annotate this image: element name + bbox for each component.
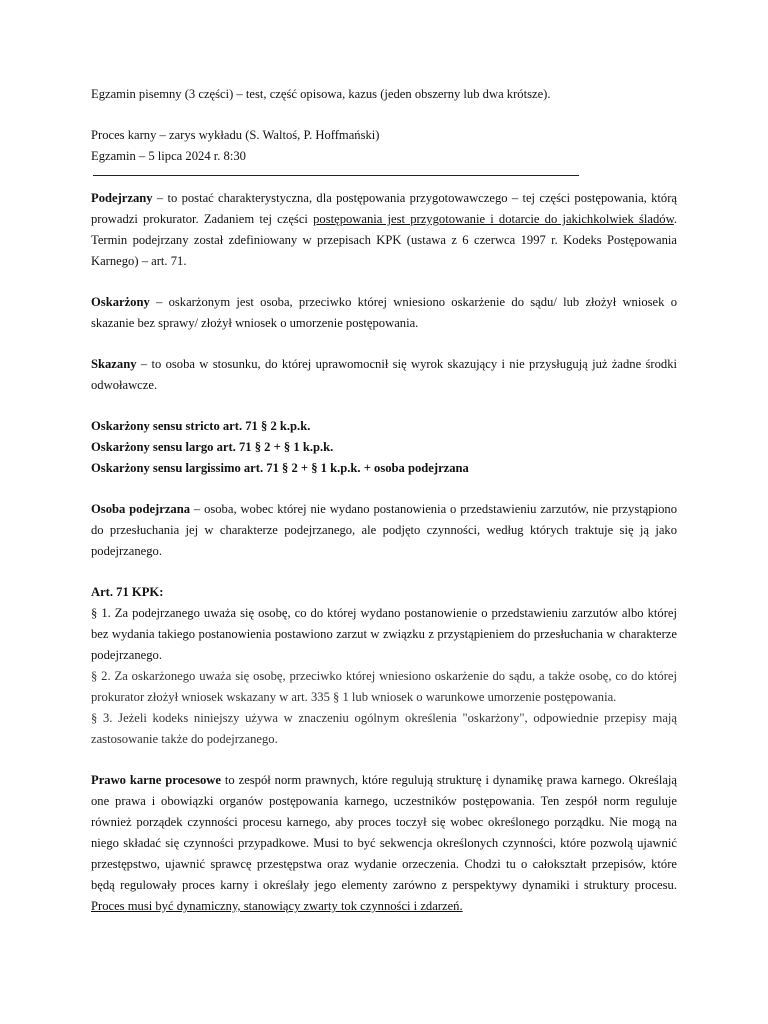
course-title: Proces karny – zarys wykładu (S. Waltoś, P. Hoffmański) bbox=[91, 128, 380, 142]
definition-podejrzany bbox=[91, 188, 677, 272]
term-prawo-karne: Prawo karne procesowe bbox=[91, 773, 221, 787]
art71-section bbox=[91, 582, 677, 750]
underlined-phrase: Proces musi być dynamiczny, stanowiący zwarty tok czynności i zdarzeń. bbox=[91, 899, 463, 913]
sensu-stricto: Oskarżony sensu stricto art. 71 § 2 k.p.k. bbox=[91, 419, 311, 433]
term-oskarzony: Oskarżony bbox=[91, 295, 150, 309]
exam-note: Egzamin pisemny (3 części) – test, część opisowa, kazus (jeden obszerny lub dwa krótsze). bbox=[91, 87, 551, 101]
term-osoba-podejrzana: Osoba podejrzana bbox=[91, 502, 191, 516]
definition-oskarzony bbox=[91, 292, 677, 334]
definition-text: – oskarżonym jest osoba, przeciwko której wniesiono oskarżenie do sądu/ lub złożył wniosek o skazanie bez sprawy/ złożył wniosek o umorzenie postępowania. bbox=[91, 295, 677, 330]
definition-prawo-karne bbox=[91, 770, 677, 917]
term-skazany: Skazany bbox=[91, 357, 137, 371]
definition-text: . Termin podejrzany został zdefiniowany w przepisach KPK (ustawa z 6 czerwca 1997 r. Kodeks Postępowania Karnego) – art. 71. bbox=[91, 212, 678, 268]
term-podejrzany: Podejrzany bbox=[91, 191, 153, 205]
sensu-largo: Oskarżony sensu largo art. 71 § 2 + § 1 k.p.k. bbox=[91, 440, 334, 454]
definition-text: – to postać charakterystyczna, dla postępowania przygotowawczego – tej części postępowania, którą prowadzi prokurator. Zadaniem tej części bbox=[91, 191, 677, 226]
underlined-phrase: postępowania jest przygotowanie i dotarcie do jakichkolwiek śladów bbox=[313, 212, 674, 226]
definition-skazany bbox=[91, 354, 677, 396]
art71-par2: § 2. Za oskarżonego uważa się osobę, przeciwko której wniesiono oskarżenie do sądu, a także osobę, co do której prokurator złożył wniosek wskazany w art. 335 § 1 lub wniosek o warunkowe umorzenie postępowania. bbox=[91, 669, 677, 704]
definition-text: – osoba, wobec której nie wydano postanowienia o przedstawieniu zarzutów, nie przystąpiono do przesłuchania jej w charakterze podejrzanego, ale podjęto czynności, według których traktuje się ją jako podejrzanego. bbox=[91, 502, 677, 558]
document-page bbox=[91, 84, 677, 917]
definition-text: to zespół norm prawnych, które regulują strukturę i dynamikę prawa karnego. Określają one prawa i obowiązki organów postępowania karnego, uczestników postępowania. Ten zespół norm reguluje również porządek czynności procesu karnego, aby proces toczył się wobec określonego porządku. Nie mogą na niego składać się czynności przypadkowe. Musi to być sekwencja określonych czynności, które pozwolą ujawnić przestępstwo, ujawnić sprawcę przestępstwa oraz wydanie orzeczenia. Chodzi tu o całokształt przepisów, które będą regulowały proces karny i określały jego elementy zarówno z perspektywy dynamiki i struktury procesu. bbox=[91, 773, 677, 892]
definition-text: – to osoba w stosunku, do której uprawomocnił się wyrok skazujący i nie przysługują już żadne środki odwoławcze. bbox=[91, 357, 677, 392]
definition-osoba-podejrzana bbox=[91, 499, 677, 562]
exam-date: Egzamin – 5 lipca 2024 r. 8:30 bbox=[91, 149, 246, 163]
art71-par3: § 3. Jeżeli kodeks niniejszy używa w znaczeniu ogólnym określenia "oskarżony", odpowiednie przepisy mają zastosowanie także do podejrzanego. bbox=[91, 711, 677, 746]
art71-par1: § 1. Za podejrzanego uważa się osobę, co do której wydano postanowienie o przedstawieniu zarzutów albo której bez wydania takiego postanowienia postawiono zarzut w związku z przystąpieniem do przesłuchania w charakterze podejrzanego. bbox=[91, 606, 677, 662]
art71-heading: Art. 71 KPK: bbox=[91, 585, 164, 599]
sensu-largissimo: Oskarżony sensu largissimo art. 71 § 2 + § 1 k.p.k. + osoba podejrzana bbox=[91, 461, 469, 475]
